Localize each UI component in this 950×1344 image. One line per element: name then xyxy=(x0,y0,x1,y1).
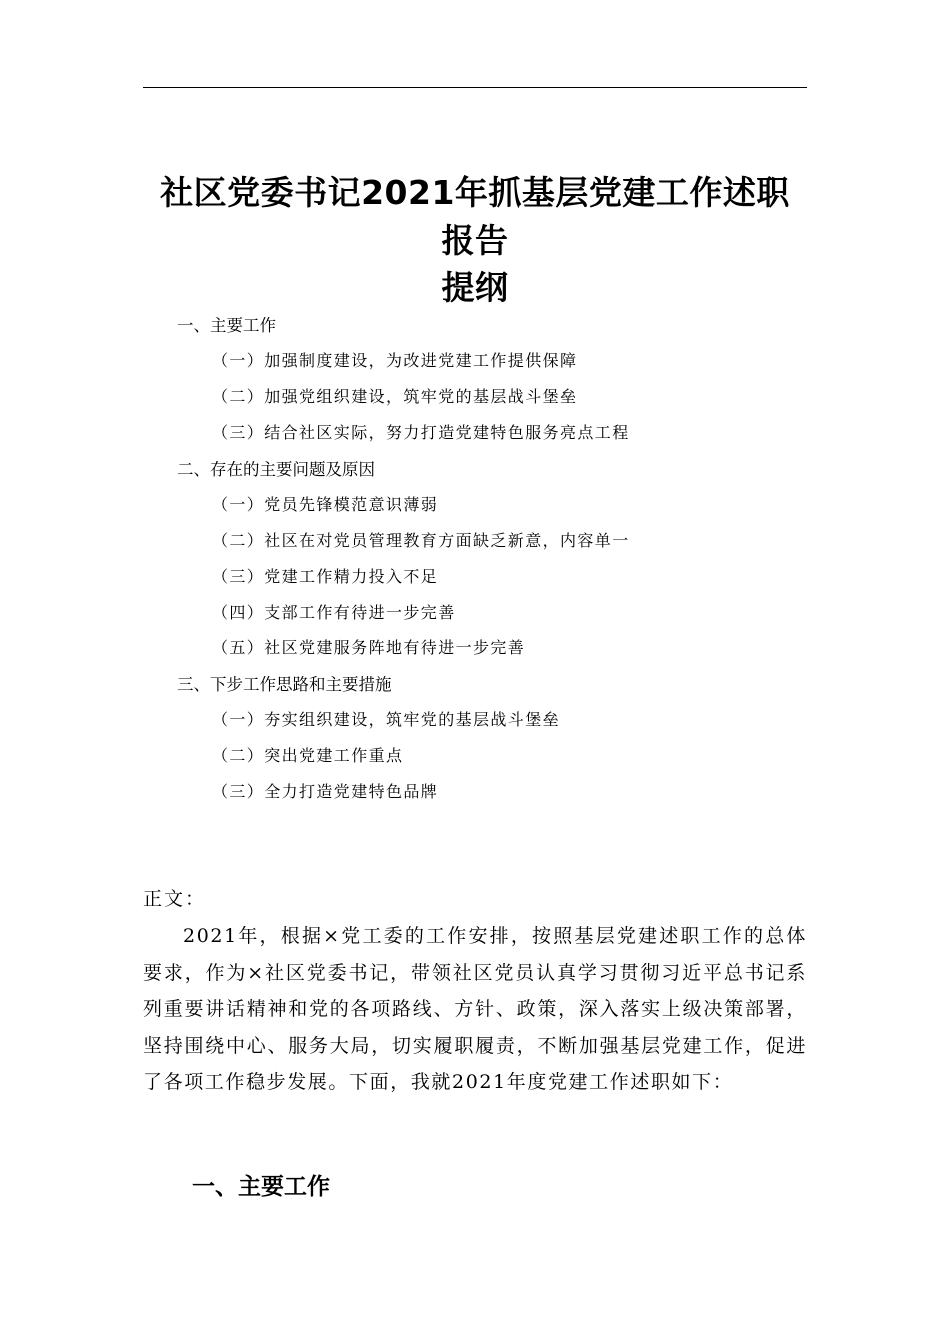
body-paragraph: 2021年，根据×党工委的工作安排，按照基层党建述职工作的总体要求，作为×社区党委书记，带领社区党员认真学习贯彻习近平总书记系列重要讲话精神和党的各项路线、方针、政策，深入落实上级决策部署，坚持围绕中心、服务大局，切实履职履责，不断加强基层党建工作，促进了各项工作稳步发展。下面，我就2021年度党建工作述职如下： xyxy=(143,925,807,1093)
section-heading: 一、主要工作 xyxy=(192,1174,330,1200)
outline-item: （一）夯实组织建设，筑牢党的基层战斗堡垒 xyxy=(212,710,561,729)
outline-item: （二）突出党建工作重点 xyxy=(212,746,404,765)
outline-item: （四）支部工作有待进一步完善 xyxy=(212,603,456,622)
outline-section-3: 三、下步工作思路和主要措施 xyxy=(177,675,392,694)
outline-item: （二）加强党组织建设，筑牢党的基层战斗堡垒 xyxy=(212,387,578,406)
outline-section-1: 一、主要工作 xyxy=(177,316,276,335)
body-label: 正文： xyxy=(143,888,207,910)
outline-item: （三）党建工作精力投入不足 xyxy=(212,567,439,586)
outline-item: （五）社区党建服务阵地有待进一步完善 xyxy=(212,638,526,657)
outline-item: （一）党员先锋模范意识薄弱 xyxy=(212,495,439,514)
document-title-line-2: 报告 xyxy=(441,221,509,260)
outline-item: （一）加强制度建设，为改进党建工作提供保障 xyxy=(212,351,578,370)
document-title-line-1: 社区党委书记2021年抓基层党建工作述职 xyxy=(160,173,790,212)
outline-item: （二）社区在对党员管理教育方面缺乏新意，内容单一 xyxy=(212,531,630,550)
header-rule xyxy=(143,87,807,88)
outline-section-2: 二、存在的主要问题及原因 xyxy=(177,460,375,479)
outline-item: （三）结合社区实际，努力打造党建特色服务亮点工程 xyxy=(212,423,630,442)
outline-title: 提纲 xyxy=(441,268,509,307)
outline-item: （三）全力打造党建特色品牌 xyxy=(212,782,439,801)
